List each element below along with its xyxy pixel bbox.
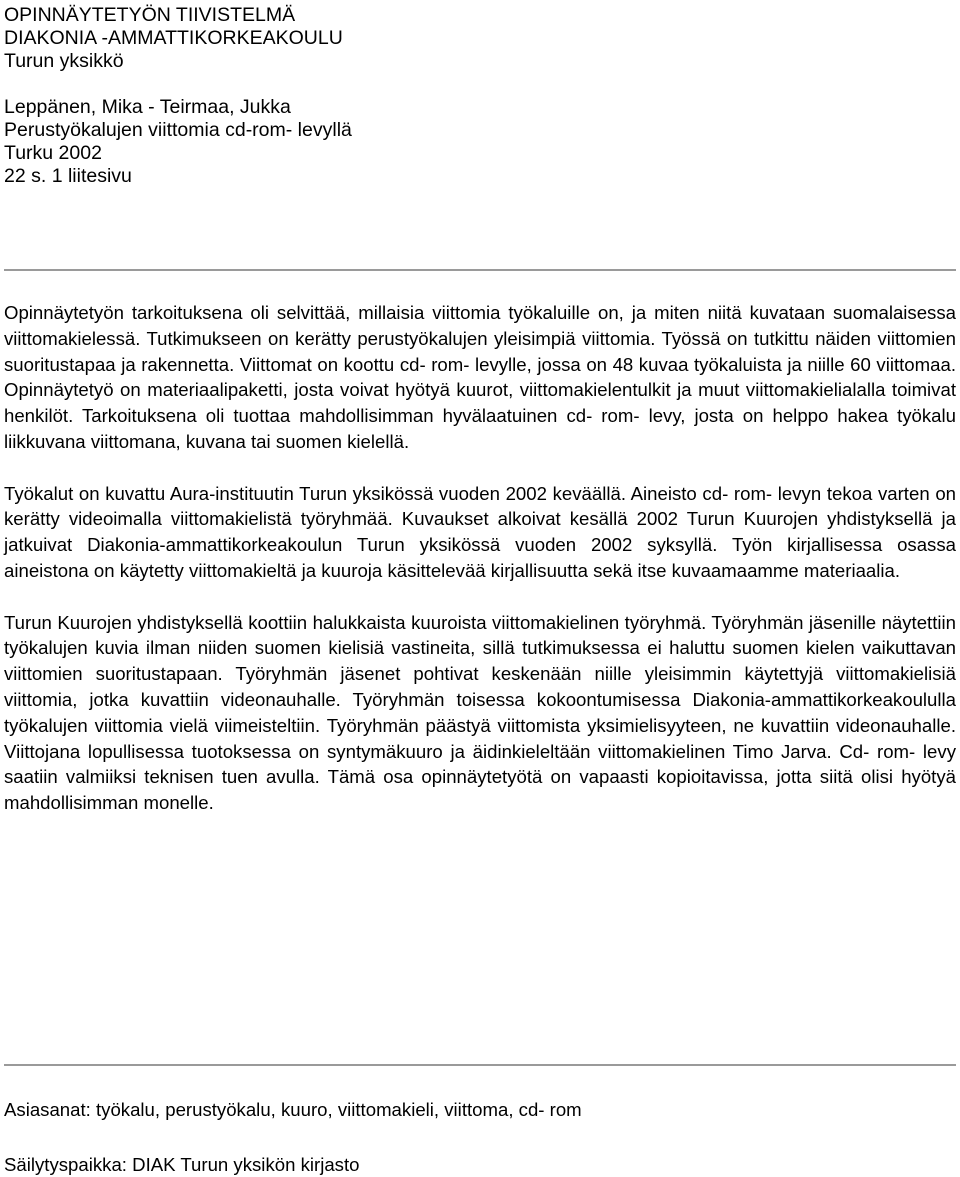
bottom-divider bbox=[4, 1064, 956, 1066]
abstract-header bbox=[4, 4, 956, 188]
header-spacer bbox=[4, 73, 956, 96]
abstract-body bbox=[4, 300, 956, 816]
abstract-paragraph: Turun Kuurojen yhdistyksellä koottiin halukkaista kuuroista viittomakielinen työryhmä. Työryhmän jäsenille näytettiin työkalujen kuvia ilman niiden suomen kielisiä vastineita, sillä tutkimuksessa ei haluttu suomen kielen vaikuttavan viittomien suoritustapaan. Työryhmän jäsenet pohtivat keskenään niille yleisimmin käytettyjä viittomakielisiä viittomia, jotka kuvattiin videonauhalle. Työryhmän toisessa kokoontumisessa Diakonia-ammattikorkeakoululla työkalujen viittomia vielä viimeisteltiin. Työryhmän päästyä viittomista yksimielisyyteen, ne kuvattiin videonauhalle. Viittojana lopullisessa tuotoksessa on syntymäkuuro ja äidinkieleltään viittomakielinen Timo Jarva. Cd- rom- levy saatiin valmiiksi teknisen tuen avulla. Tämä osa opinnäytetyötä on vapaasti kopioitavissa, jotta siitä olisi hyötyä mahdollisimman monelle. bbox=[4, 611, 956, 814]
place-and-year: Turku 2002 bbox=[4, 142, 102, 164]
abstract-paragraph: Opinnäytetyön tarkoituksena oli selvittää, millaisia viittomia työkaluille on, ja miten niitä kuvataan suomalaisessa viittomakielessä. Tutkimukseen on kerätty perustyökalujen yleisimpiä viittomia. Työssä on tutkittu näiden viittomien suoritustapaa ja rakennetta. Viittomat on koottu cd- rom- levylle, jossa on 48 kuvaa työkaluista ja niille 60 viittomaa. Opinnäytetyö on materiaalipaketti, josta voivat hyötyä kuurot, viittomakielentulkit ja muut viittomakielialalla toimivat henkilöt. Tarkoituksena oli tuottaa mahdollisimman hyvälaatuinen cd- rom- levy, josta on helppo hakea työkalu liikkuvana viittomana, kuvana tai suomen kielellä. bbox=[4, 302, 956, 452]
abstract-paragraph: Työkalut on kuvattu Aura-instituutin Turun yksikössä vuoden 2002 keväällä. Aineisto cd- rom- levyn tekoa varten on kerätty videoimalla viittomakielistä työryhmää. Kuvaukset alkoivat kesällä 2002 Turun Kuurojen yhdistyksellä ja jatkuivat Diakonia-ammattikorkeakoulun Turun yksikössä vuoden 2002 syksyllä. Työn kirjallisessa osassa aineistona on käytetty viittomakieltä ja kuuroja käsittelevää kirjallisuutta sekä itse kuvaamaamme materiaalia. bbox=[4, 482, 956, 581]
storage-location-line: Säilytyspaikka: DIAK Turun yksikön kirjasto bbox=[4, 1154, 360, 1175]
page-count: 22 s. 1 liitesivu bbox=[4, 165, 132, 187]
document-page bbox=[4, 0, 956, 188]
document-type-title: OPINNÄYTETYÖN TIIVISTELMÄ bbox=[4, 4, 296, 26]
authors: Leppänen, Mika - Teirmaa, Jukka bbox=[4, 96, 291, 118]
institution-name: DIAKONIA -AMMATTIKORKEAKOULU bbox=[4, 27, 343, 49]
institution-unit: Turun yksikkö bbox=[4, 50, 124, 72]
top-divider bbox=[4, 269, 956, 271]
keywords-line: Asiasanat: työkalu, perustyökalu, kuuro, viittomakieli, viittoma, cd- rom bbox=[4, 1099, 582, 1120]
thesis-title: Perustyökalujen viittomia cd-rom- levyllä bbox=[4, 119, 352, 141]
